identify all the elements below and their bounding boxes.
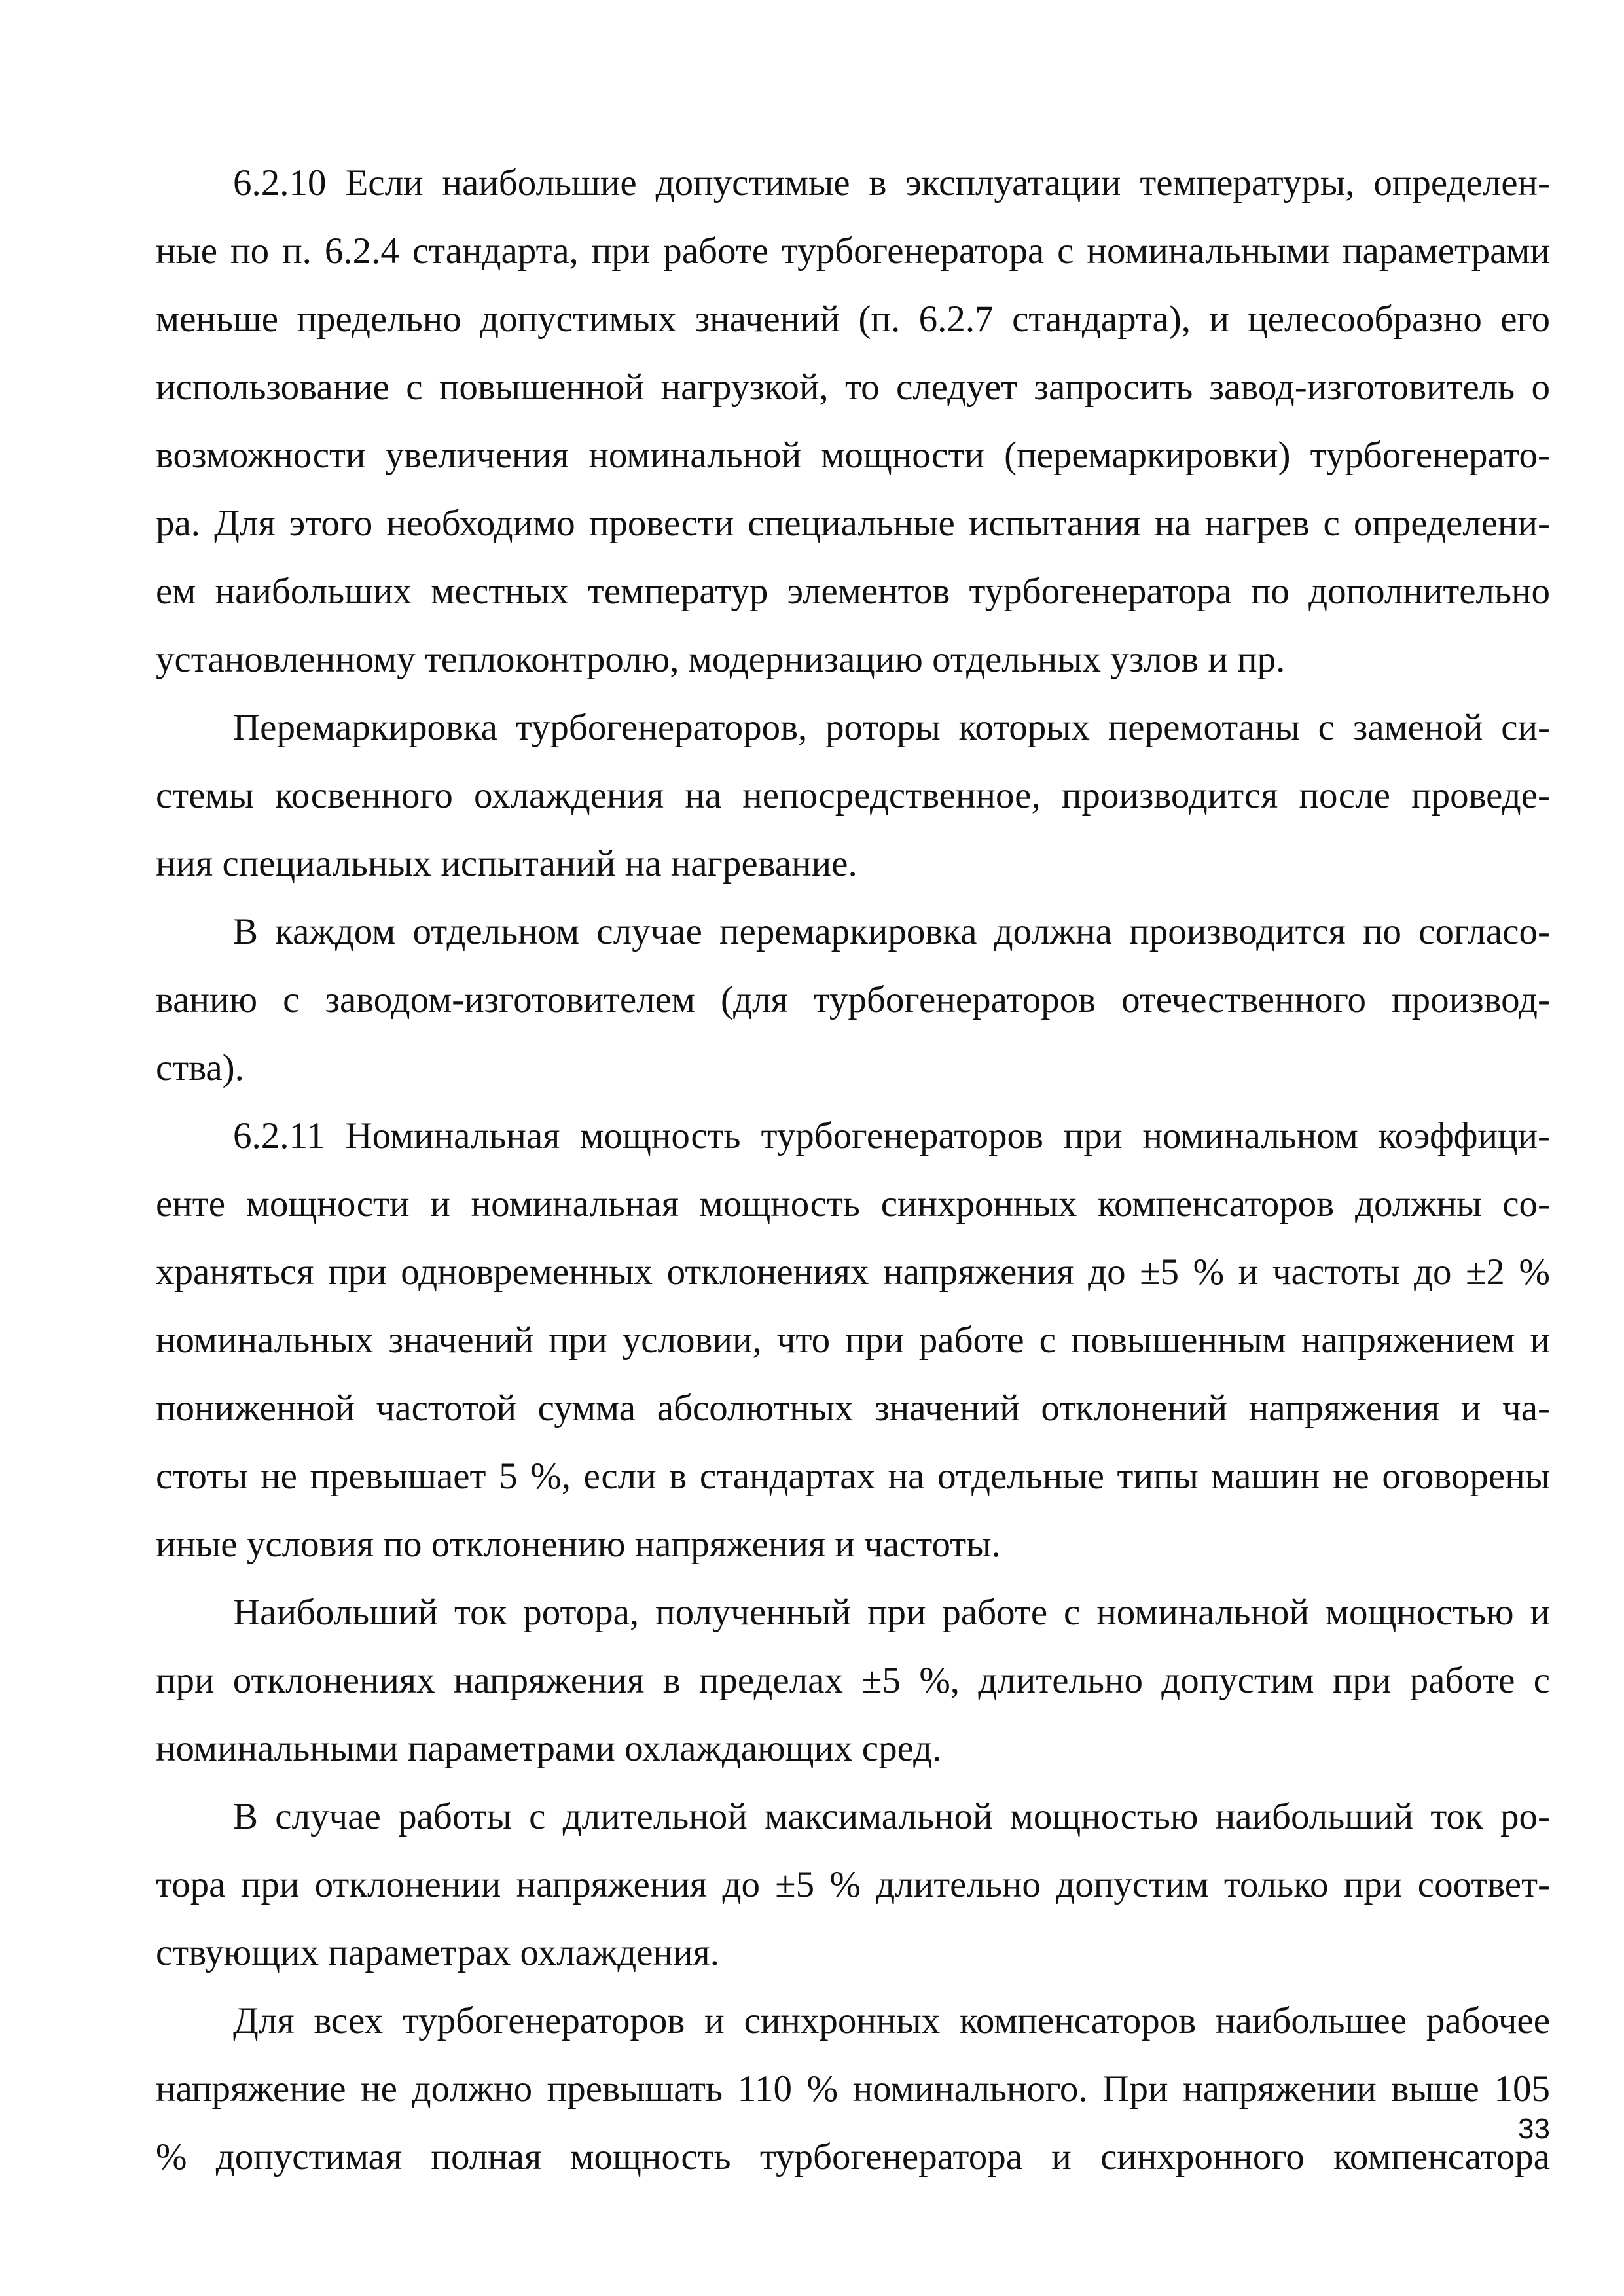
text-line: ные по п. 6.2.4 стандарта, при работе турбогенератора с номинальными параметрами (156, 230, 1550, 272)
text-line: В случае работы с длительной максимальной мощностью наибольший ток ро- (233, 1796, 1550, 1837)
text-line: номинальными параметрами охлаждающих сред. (156, 1728, 942, 1769)
text-line: В каждом отдельном случае перемаркировка должна производится по согласо- (233, 911, 1550, 952)
text-line: тора при отклонении напряжения до ±5 % длительно допустим только при соответ- (156, 1864, 1550, 1905)
text-line: номинальных значений при условии, что при работе с повышенным напряжением и (156, 1319, 1550, 1361)
text-line: Перемаркировка турбогенераторов, роторы которых перемотаны с заменой си- (233, 707, 1550, 748)
text-line: 6.2.11 Номинальная мощность турбогенераторов при номинальном коэффици- (233, 1115, 1550, 1157)
text-line: храняться при одновременных отклонениях напряжения до ±5 % и частоты до ±2 % (156, 1251, 1550, 1293)
text-line: установленному теплоконтролю, модернизацию отдельных узлов и пр. (156, 639, 1286, 680)
text-line: енте мощности и номинальная мощность синхронных компенсаторов должны со- (156, 1183, 1550, 1225)
text-line: иные условия по отклонению напряжения и частоты. (156, 1524, 1001, 1565)
text-line: меньше предельно допустимых значений (п. 6.2.7 стандарта), и целесообразно его (156, 298, 1550, 340)
text-line: ния специальных испытаний на нагревание. (156, 843, 857, 884)
text-line: стемы косвенного охлаждения на непосредственное, производится после проведе- (156, 775, 1550, 816)
text-line: ванию с заводом-изготовителем (для турбогенераторов отечественного производ- (156, 979, 1550, 1020)
text-line: 6.2.10 Если наибольшие допустимые в эксплуатации температуры, определен- (233, 162, 1550, 204)
text-line: ства). (156, 1047, 244, 1088)
text-line: возможности увеличения номинальной мощности (перемаркировки) турбогенерато- (156, 435, 1550, 476)
text-line: при отклонениях напряжения в пределах ±5 %, длительно допустим при работе с (156, 1660, 1550, 1701)
text-line: Для всех турбогенераторов и синхронных компенсаторов наибольшее рабочее (233, 2000, 1550, 2041)
text-line: ствующих параметрах охлаждения. (156, 1932, 720, 1973)
text-line: использование с повышенной нагрузкой, то следует запросить завод-изготовитель о (156, 367, 1550, 408)
page-number: 33 (1518, 2113, 1550, 2145)
text-line: ра. Для этого необходимо провести специальные испытания на нагрев с определени- (156, 503, 1550, 544)
text-line: пониженной частотой сумма абсолютных значений отклонений напряжения и ча- (156, 1388, 1550, 1429)
text-line: стоты не превышает 5 %, если в стандартах на отдельные типы машин не оговорены (156, 1456, 1550, 1497)
text-line: ем наибольших местных температур элементов турбогенератора по дополнительно (156, 571, 1550, 612)
text-line: Наибольший ток ротора, полученный при работе с номинальной мощностью и (233, 1592, 1550, 1633)
text-line: напряжение не должно превышать 110 % номинального. При напряжении выше 105 (156, 2068, 1550, 2109)
text-line: % допустимая полная мощность турбогенератора и синхронного компенсатора (156, 2136, 1550, 2178)
